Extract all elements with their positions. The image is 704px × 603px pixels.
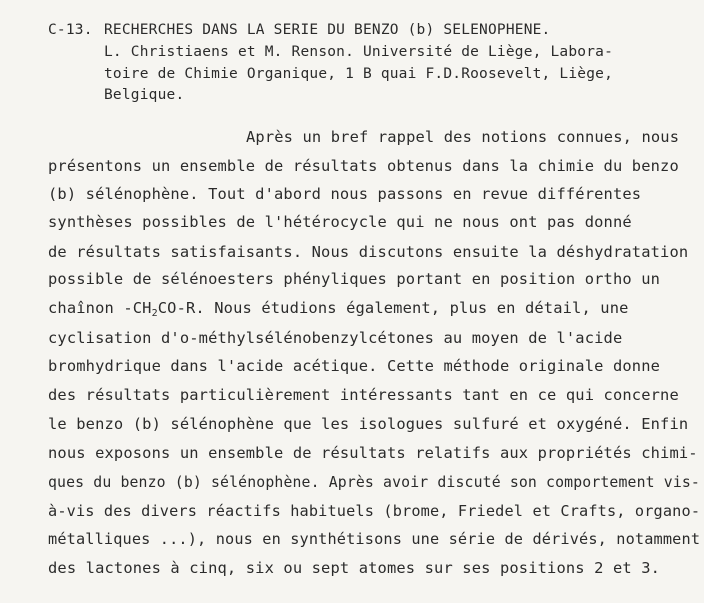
abstract-line-11: le benzo (b) sélénophène que les isologues sulfuré et oxygéné. Enfin (48, 415, 689, 433)
abstract-line-14: à-vis des divers réactifs habituels (brome, Friedel et Crafts, organo- (48, 502, 701, 520)
abstract-line-10: des résultats particulièrement intéressants tant en ce qui concerne (48, 386, 679, 404)
abstract-line-5: de résultats satisfaisants. Nous discutons ensuite la déshydratation (48, 243, 689, 261)
authors-line-1: L. Christiaens et M. Renson. Université de Liège, Labora- (104, 44, 613, 60)
abstract-line-4: synthèses possibles de l'hétérocycle qui ne nous ont pas donné (48, 213, 632, 231)
authors-line-3: Belgique. (104, 87, 185, 103)
abstract-line-8: cyclisation d'o-méthylsélénobenzylcétones au moyen de l'acide (48, 329, 623, 347)
abstract-title: RECHERCHES DANS LA SERIE DU BENZO (b) SELENOPHENE. (104, 22, 551, 38)
abstract-line-13: ques du benzo (b) sélénophène. Après avoir discuté son comportement vis- (48, 473, 700, 491)
line-7-post: CO-R. Nous étudions également, plus en détail, une (157, 299, 629, 317)
abstract-line-12: nous exposons un ensemble de résultats relatifs aux propriétés chimi- (48, 444, 698, 462)
abstract-line-1: Après un bref rappel des notions connues, nous (246, 128, 680, 146)
abstract-line-9: bromhydrique dans l'acide acétique. Cette méthode originale donne (48, 357, 661, 375)
abstract-line-15: métalliques ...), nous en synthétisons une série de dérivés, notamment (48, 530, 701, 548)
abstract-line-6: possible de sélénoesters phényliques portant en position ortho un (48, 270, 661, 288)
line-7-pre: chaînon -CH (48, 299, 152, 317)
abstract-line-16: des lactones à cinq, six ou sept atomes sur ses positions 2 et 3. (48, 559, 661, 577)
abstract-line-3: (b) sélénophène. Tout d'abord nous passons en revue différentes (48, 185, 642, 203)
abstract-code: C-13. (48, 22, 93, 38)
subscript-2: 2 (151, 308, 158, 319)
authors-line-2: toire de Chimie Organique, 1 B quai F.D.Roosevelt, Liège, (104, 66, 613, 82)
abstract-line-2: présentons un ensemble de résultats obtenus dans la chimie du benzo (48, 157, 679, 175)
abstract-line-7 (48, 299, 629, 319)
